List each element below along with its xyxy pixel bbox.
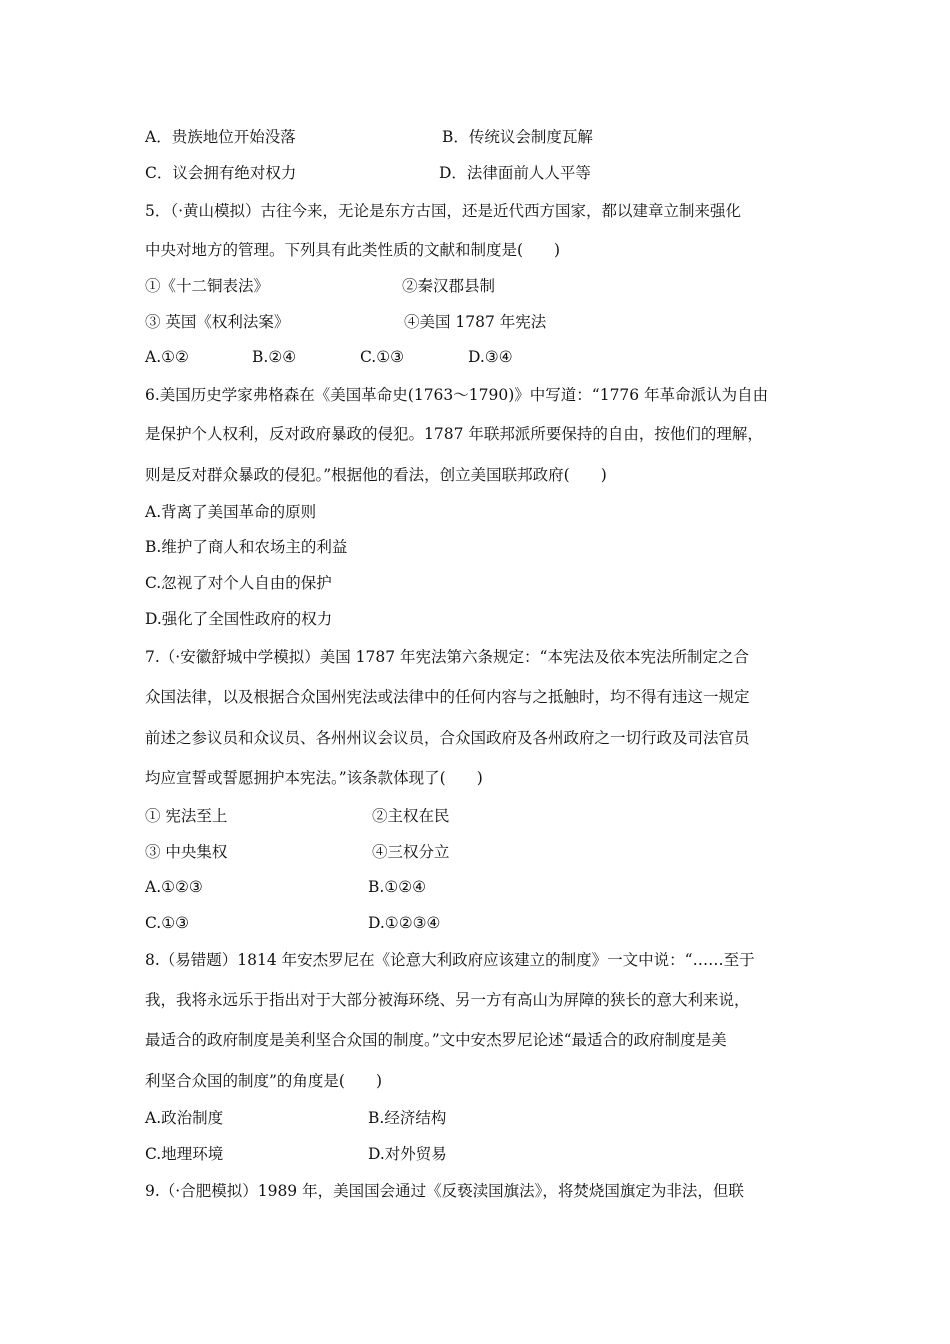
q9-stem-line-1: 9.（·合肥模拟）1989 年，美国国会通过《反亵渎国旗法》，将焚烧国旗定为非法，但联 [145, 1182, 744, 1200]
q8-stem-line-1: 8.（易错题）1814 年安杰罗尼在《论意大利政府应该建立的制度》一文中说：“……至于 [145, 951, 755, 969]
q5-option-b: B.②④ [252, 348, 297, 366]
q7-option-c: C.①③ [145, 914, 190, 932]
q4-option-b: B．传统议会制度瓦解 [442, 128, 593, 146]
q7-item-1: ① 宪法至上 [145, 807, 228, 825]
q5-option-c: C.①③ [360, 348, 405, 366]
q5-item-2: ②秦汉郡县制 [402, 277, 496, 295]
q7-option-a: A.①②③ [145, 878, 203, 896]
q7-item-2: ②主权在民 [372, 807, 450, 825]
q4-option-d: D．法律面前人人平等 [439, 164, 591, 182]
q6-stem-line-2: 是保护个人权利，反对政府暴政的侵犯。1787 年联邦派所要保持的自由，按他们的理解， [145, 425, 763, 443]
q5-option-a: A.①② [145, 348, 189, 366]
q5-item-3: ③ 英国《权利法案》 [145, 313, 290, 331]
q5-item-1: ①《十二铜表法》 [145, 277, 270, 295]
q8-stem-line-3: 最适合的政府制度是美利坚合众国的制度。”文中安杰罗尼论述“最适合的政府制度是美 [145, 1031, 727, 1049]
q8-option-a: A.政治制度 [145, 1109, 224, 1127]
q6-stem-line-1: 6.美国历史学家弗格森在《美国革命史(1763～1790)》中写道：“1776 年革命派认为自由 [145, 386, 769, 404]
q7-item-3: ③ 中央集权 [145, 843, 228, 861]
q6-option-c: C.忽视了对个人自由的保护 [145, 574, 332, 592]
q7-stem-line-1: 7.（·安徽舒城中学模拟）美国 1787 年宪法第六条规定：“本宪法及依本宪法所制定之合 [145, 648, 749, 666]
q7-option-b: B.①②④ [368, 878, 427, 896]
q6-stem-line-3: 则是反对群众暴政的侵犯。”根据他的看法，创立美国联邦政府( ) [145, 466, 607, 484]
q8-stem-line-4: 利坚合众国的制度”的角度是( ) [145, 1072, 383, 1090]
q5-item-4: ④美国 1787 年宪法 [404, 313, 547, 331]
q5-option-d: D.③④ [468, 348, 513, 366]
q7-stem-line-4: 均应宣誓或誓愿拥护本宪法。”该条款体现了( ) [145, 769, 483, 787]
q6-option-d: D.强化了全国性政府的权力 [145, 610, 333, 628]
q8-option-c: C.地理环境 [145, 1145, 224, 1163]
q5-stem-line-2: 中央对地方的管理。下列具有此类性质的文献和制度是( ) [145, 241, 561, 259]
q4-option-a: A．贵族地位开始没落 [145, 128, 296, 146]
q6-option-a: A.背离了美国革命的原则 [145, 503, 317, 521]
q4-option-c: C．议会拥有绝对权力 [145, 164, 297, 182]
q7-stem-line-3: 前述之参议员和众议员、各州州议会议员，合众国政府及各州政府之一切行政及司法官员 [145, 729, 750, 747]
q7-item-4: ④三权分立 [372, 843, 450, 861]
q8-option-b: B.经济结构 [368, 1109, 447, 1127]
q6-option-b: B.维护了商人和农场主的利益 [145, 538, 348, 556]
q8-stem-line-2: 我，我将永远乐于指出对于大部分被海环绕、另一方有高山为屏障的狭长的意大利来说， [145, 991, 750, 1009]
q5-stem-line-1: 5．（·黄山模拟）古往今来，无论是东方古国，还是近代西方国家，都以建章立制来强化 [145, 202, 742, 220]
q7-option-d: D.①②③④ [368, 914, 441, 932]
q8-option-d: D.对外贸易 [368, 1145, 447, 1163]
q7-stem-line-2: 众国法律，以及根据合众国州宪法或法律中的任何内容与之抵触时，均不得有违这一规定 [145, 688, 750, 706]
